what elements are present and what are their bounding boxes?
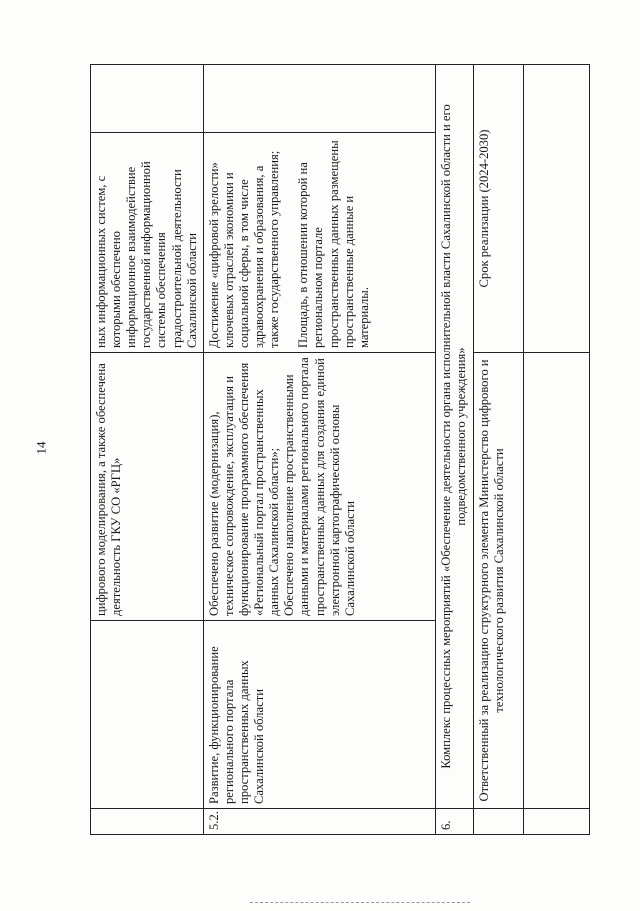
effect-text: ных информационных систем, с которыми обеспечено информационное взаимодействие государственной информационной системы обеспечения градостроительной деятельности Сахалинской области xyxy=(94,161,199,348)
row-number-cell: 6. xyxy=(435,809,473,835)
effect-text: Площадь, в отношении которой на региональном портале пространственных данных размещены пространственные данные и материалы. xyxy=(296,140,371,348)
responsible-cell: Ответственный за реализацию структурного элемента Министерство цифрового и технологического развития Сахалинской области xyxy=(473,353,523,809)
page-number: 14 xyxy=(33,441,49,455)
effect-cell xyxy=(91,133,204,353)
row-number-cell xyxy=(473,809,523,835)
result-text: цифрового моделирования, а также обеспечена деятельность ГКУ СО «РГЦ» xyxy=(94,363,124,616)
activities-table xyxy=(90,64,590,835)
scan-artifact-line xyxy=(250,902,470,907)
row-number-cell xyxy=(523,809,589,835)
paragraph-gap xyxy=(282,137,296,348)
term-cell: Срок реализации (2024-2030) xyxy=(473,65,523,353)
table-row xyxy=(203,65,435,835)
result-cell xyxy=(203,353,435,621)
table-row xyxy=(435,65,473,835)
result-text: Обеспечено наполнение пространственными данными и материалами регионального портала пространственных данных для создания единой электронной картографической основы Сахалинской области xyxy=(282,357,357,616)
title-cell xyxy=(91,621,204,809)
table-row xyxy=(523,65,589,835)
row-number-cell xyxy=(91,809,204,835)
extra-cell xyxy=(91,65,204,133)
result-text: Обеспечено развитие (модернизация), техническое сопровождение, эксплуатация и функционирование программного обеспечения «Региональный портал пространственных данных Сахалинской области»; xyxy=(206,362,282,616)
row-number-cell: 5.2. xyxy=(203,809,435,835)
section-title-cell: Комплекс процессных мероприятий «Обеспечение деятельности органа исполнительной власти Сахалинской области и его подведомственного учреждения» xyxy=(435,65,473,809)
empty-cell xyxy=(523,353,589,809)
table-row xyxy=(91,65,204,835)
table-row xyxy=(473,65,523,835)
extra-cell xyxy=(203,65,435,133)
effect-cell xyxy=(203,133,435,353)
result-cell xyxy=(91,353,204,621)
rotated-table-sheet xyxy=(90,65,590,835)
empty-cell xyxy=(523,65,589,353)
effect-text: Достижение «цифровой зрелости» ключевых отраслей экономики и социальной сферы, в том числе здравоохранения и образования, а также государственного управления; xyxy=(206,150,282,348)
title-cell: Развитие, функционирование регионального портала пространственных данных Сахалинской области xyxy=(203,621,435,809)
